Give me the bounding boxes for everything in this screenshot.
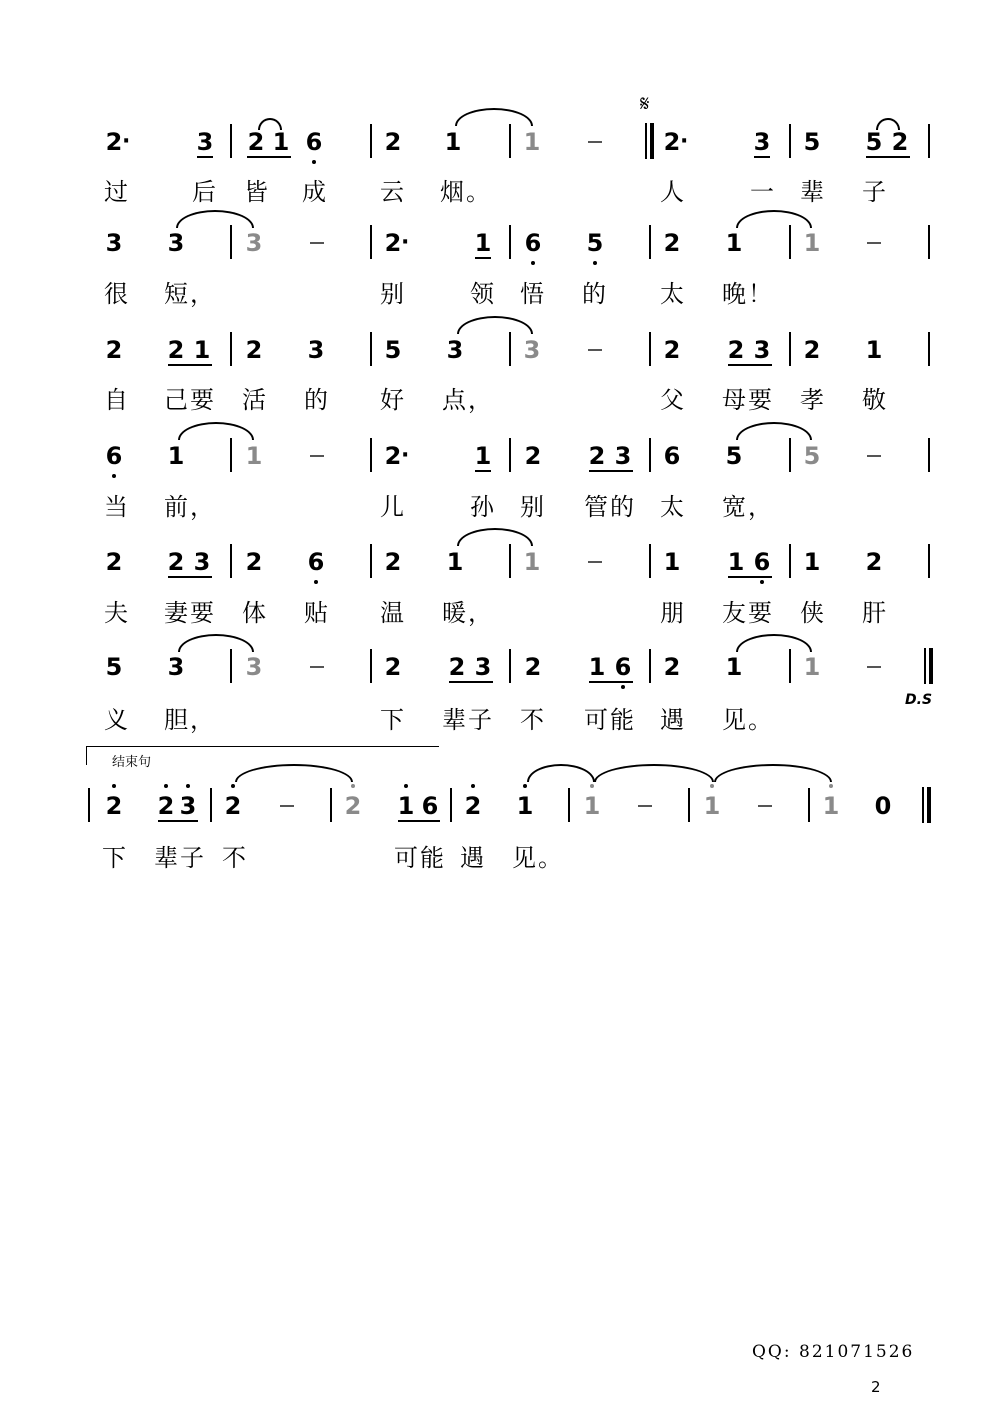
note: 1 — [505, 792, 545, 820]
note: 3 — [193, 548, 211, 576]
dash — [310, 455, 324, 457]
bar-line — [230, 438, 232, 472]
lyric-syllable: 云 — [380, 178, 406, 206]
note: 1 — [474, 229, 492, 257]
tie — [736, 422, 812, 440]
bar-line — [230, 124, 232, 158]
note: 6 — [94, 442, 134, 470]
lyric-syllable: 一 — [750, 178, 776, 206]
note: 2 — [146, 792, 186, 820]
note: 1 — [523, 548, 541, 576]
note: 2 — [384, 653, 402, 681]
bar-line — [370, 438, 372, 472]
lyric-syllable: 孝 — [800, 386, 826, 414]
lyric-syllable: 遇 — [660, 706, 686, 734]
bar-line — [509, 332, 511, 366]
bar-line — [808, 788, 810, 822]
note: 2 — [105, 336, 123, 364]
underline — [168, 364, 212, 366]
note: 1 — [803, 653, 821, 681]
note: 3 — [105, 229, 123, 257]
note: 1 — [444, 128, 462, 156]
tie — [736, 210, 812, 228]
dash — [588, 349, 602, 351]
note: 5 — [575, 229, 615, 257]
note: 2 — [663, 128, 681, 156]
note: 2 — [105, 548, 123, 576]
lyric-syllable: 的 — [304, 386, 330, 414]
lyric-syllable: 辈子 — [154, 844, 206, 872]
bar-line — [688, 788, 690, 822]
lyric-syllable: 管的 — [584, 493, 636, 521]
lyric-syllable: 皆 — [244, 178, 270, 206]
bar-line — [509, 225, 511, 259]
note: 3 — [446, 336, 464, 364]
underline — [475, 470, 491, 472]
lyric-syllable: 不 — [520, 706, 546, 734]
bar-line — [509, 544, 511, 578]
lyric-syllable: 孙 — [470, 493, 496, 521]
bar-line — [928, 225, 930, 259]
bar-line — [649, 225, 651, 259]
underline — [866, 156, 910, 158]
ending-label: 结束句 — [112, 755, 152, 770]
underline — [398, 820, 440, 822]
dash — [280, 805, 294, 807]
note: 2 — [803, 336, 821, 364]
lyric-syllable: 敬 — [862, 386, 888, 414]
note: 1 — [386, 792, 426, 820]
lyric-syllable: 领 — [470, 280, 496, 308]
note: 1 — [727, 548, 745, 576]
underline — [158, 820, 198, 822]
dash — [638, 805, 652, 807]
tie — [527, 764, 595, 782]
note: 6 — [421, 792, 439, 820]
qq-contact: QQ: 821071526 — [752, 1342, 915, 1362]
bar-line — [370, 544, 372, 578]
lyric-syllable: 侠 — [800, 599, 826, 627]
lyric-syllable: 胆， — [164, 706, 216, 734]
dash — [310, 666, 324, 668]
note: 1 — [811, 792, 851, 820]
note: 1 — [523, 128, 541, 156]
underline — [589, 470, 633, 472]
note: 6 — [663, 442, 681, 470]
bar-line — [928, 544, 930, 578]
tie — [178, 634, 254, 652]
bar-line — [789, 544, 791, 578]
note: 6 — [513, 229, 553, 257]
tie — [594, 764, 714, 782]
underline — [449, 681, 493, 683]
note: 1 — [588, 653, 606, 681]
bar-line — [370, 332, 372, 366]
bar-line — [789, 438, 791, 472]
note: 3 — [245, 653, 263, 681]
note: 5 — [105, 653, 123, 681]
note: 1 — [865, 336, 883, 364]
dotted-mark: · — [122, 129, 131, 154]
bar-line — [330, 788, 332, 822]
dotted-mark: · — [680, 129, 689, 154]
lyric-syllable: 辈子 — [442, 706, 494, 734]
note: 2 — [663, 653, 681, 681]
lyric-syllable: 悟 — [520, 280, 546, 308]
note: 2 — [245, 548, 263, 576]
bar-line — [789, 225, 791, 259]
note: 2 — [384, 128, 402, 156]
dash — [588, 561, 602, 563]
note: 2 — [105, 128, 123, 156]
bar-line — [509, 649, 511, 683]
dal-segno-mark: D.S — [905, 692, 933, 708]
note: 1 — [245, 442, 263, 470]
note: 2 — [453, 792, 493, 820]
note: 1 — [167, 442, 185, 470]
note: 3 — [167, 229, 185, 257]
note: 2 — [247, 128, 265, 156]
tie — [457, 316, 533, 334]
lyric-syllable: 可能 — [584, 706, 636, 734]
note: 2 — [213, 792, 253, 820]
note: 3 — [307, 336, 325, 364]
dash — [867, 666, 881, 668]
tie — [455, 108, 533, 126]
page-number: 2 — [871, 1378, 881, 1396]
note: 2 — [384, 548, 402, 576]
lyric-syllable: 当 — [104, 493, 130, 521]
lyric-syllable: 义 — [104, 706, 130, 734]
note: 2 — [727, 336, 745, 364]
tie — [235, 764, 353, 782]
note: 2 — [448, 653, 466, 681]
bar-line — [649, 332, 651, 366]
lyric-syllable: 体 — [242, 599, 268, 627]
note: 2 — [865, 548, 883, 576]
bar-line — [649, 649, 651, 683]
lyric-syllable: 自 — [104, 386, 130, 414]
lyric-syllable: 下 — [380, 706, 406, 734]
bar-line — [928, 438, 930, 472]
note: 2 — [333, 792, 373, 820]
lyric-syllable: 人 — [660, 178, 686, 206]
lyric-syllable: 己要 — [164, 386, 216, 414]
bar-line — [509, 124, 511, 158]
note: 3 — [167, 653, 185, 681]
underline — [728, 364, 772, 366]
bar-line — [649, 438, 651, 472]
lyric-syllable: 辈 — [800, 178, 826, 206]
note: 3 — [753, 336, 771, 364]
lyric-syllable: 不 — [222, 844, 248, 872]
lyric-syllable: 父 — [660, 386, 686, 414]
underline — [589, 681, 633, 683]
note: 1 — [725, 653, 743, 681]
note: 1 — [272, 128, 290, 156]
lyric-syllable: 后 — [192, 178, 218, 206]
note: 6 — [296, 548, 336, 576]
dotted-mark: · — [401, 443, 410, 468]
note: 1 — [692, 792, 732, 820]
bar-line — [370, 649, 372, 683]
lyric-syllable: 烟。 — [440, 178, 492, 206]
bar-line — [928, 332, 930, 366]
note: 3 — [474, 653, 492, 681]
note: 1 — [474, 442, 492, 470]
note: 3 — [614, 442, 632, 470]
bar-line — [928, 124, 930, 158]
lyric-syllable: 太 — [660, 280, 686, 308]
note: 1 — [725, 229, 743, 257]
bar-line — [450, 788, 452, 822]
tie — [176, 210, 254, 228]
lyric-syllable: 别 — [380, 280, 406, 308]
lyric-syllable: 成 — [302, 178, 328, 206]
tie — [736, 634, 812, 652]
underline — [247, 156, 291, 158]
lyric-syllable: 下 — [102, 844, 128, 872]
final-bar — [922, 787, 931, 823]
lyric-syllable: 见。 — [512, 844, 564, 872]
double-bar — [924, 648, 933, 684]
tie — [178, 422, 254, 440]
dash — [758, 805, 772, 807]
lyric-syllable: 遇 — [460, 844, 486, 872]
tie — [714, 764, 832, 782]
note: 1 — [572, 792, 612, 820]
note: 1 — [663, 548, 681, 576]
lyric-syllable: 的 — [582, 280, 608, 308]
lyric-syllable: 别 — [520, 493, 546, 521]
dotted-mark: · — [401, 230, 410, 255]
note: 0 — [874, 792, 892, 820]
note: 2 — [524, 442, 542, 470]
note: 2 — [524, 653, 542, 681]
bar-line — [210, 788, 212, 822]
bar-line — [789, 124, 791, 158]
lyric-syllable: 友要 — [722, 599, 774, 627]
lyric-syllable: 好 — [380, 386, 406, 414]
note: 6 — [603, 653, 643, 681]
note: 1 — [803, 229, 821, 257]
bar-line — [649, 544, 651, 578]
bar-line — [370, 124, 372, 158]
bar-line — [88, 788, 90, 822]
underline — [475, 257, 491, 259]
note: 2 — [94, 792, 134, 820]
lyric-syllable: 暖， — [442, 599, 494, 627]
bar-line — [789, 649, 791, 683]
lyric-syllable: 肝 — [862, 599, 888, 627]
lyric-syllable: 妻要 — [164, 599, 216, 627]
note: 5 — [384, 336, 402, 364]
underline — [754, 156, 770, 158]
note: 5 — [865, 128, 883, 156]
underline — [197, 156, 213, 158]
note: 2 — [663, 229, 681, 257]
underline — [728, 576, 772, 578]
bar-line — [370, 225, 372, 259]
bar-line — [789, 332, 791, 366]
underline — [168, 576, 212, 578]
note: 6 — [742, 548, 782, 576]
note: 3 — [168, 792, 208, 820]
lyric-syllable: 见。 — [722, 706, 774, 734]
note: 3 — [523, 336, 541, 364]
bar-line — [230, 225, 232, 259]
lyric-syllable: 晚！ — [722, 280, 774, 308]
note: 3 — [196, 128, 214, 156]
lyric-syllable: 母要 — [722, 386, 774, 414]
note: 2 — [891, 128, 909, 156]
lyric-syllable: 儿 — [380, 493, 406, 521]
note: 1 — [193, 336, 211, 364]
note: 3 — [245, 229, 263, 257]
lyric-syllable: 子 — [862, 178, 888, 206]
bar-line — [230, 544, 232, 578]
note: 2 — [167, 336, 185, 364]
lyric-syllable: 短， — [164, 280, 216, 308]
tie — [457, 528, 533, 546]
lyric-syllable: 点， — [442, 386, 494, 414]
note: 1 — [446, 548, 464, 576]
lyric-syllable: 过 — [104, 178, 130, 206]
lyric-syllable: 宽， — [722, 493, 774, 521]
lyric-syllable: 朋 — [660, 599, 686, 627]
lyric-syllable: 温 — [380, 599, 406, 627]
note: 2 — [384, 229, 402, 257]
lyric-syllable: 可能 — [394, 844, 446, 872]
slur — [258, 118, 282, 130]
note: 2 — [167, 548, 185, 576]
lyric-syllable: 很 — [104, 280, 130, 308]
note: 3 — [753, 128, 771, 156]
note: 5 — [725, 442, 743, 470]
note: 5 — [803, 442, 821, 470]
slur — [876, 118, 900, 130]
lyric-syllable: 贴 — [304, 599, 330, 627]
note: 2 — [588, 442, 606, 470]
lyric-syllable: 太 — [660, 493, 686, 521]
segno-sign: 𝄋 — [640, 92, 650, 117]
note: 1 — [803, 548, 821, 576]
bar-line — [568, 788, 570, 822]
lyric-syllable: 前， — [164, 493, 216, 521]
note: 6 — [294, 128, 334, 156]
note: 5 — [803, 128, 821, 156]
dash — [867, 242, 881, 244]
note: 2 — [384, 442, 402, 470]
lyric-syllable: 活 — [242, 386, 268, 414]
bar-line — [230, 649, 232, 683]
bar-line — [230, 332, 232, 366]
note: 2 — [663, 336, 681, 364]
dash — [310, 242, 324, 244]
note: 2 — [245, 336, 263, 364]
dash — [867, 455, 881, 457]
bar-line — [509, 438, 511, 472]
lyric-syllable: 夫 — [104, 599, 130, 627]
dash — [588, 141, 602, 143]
